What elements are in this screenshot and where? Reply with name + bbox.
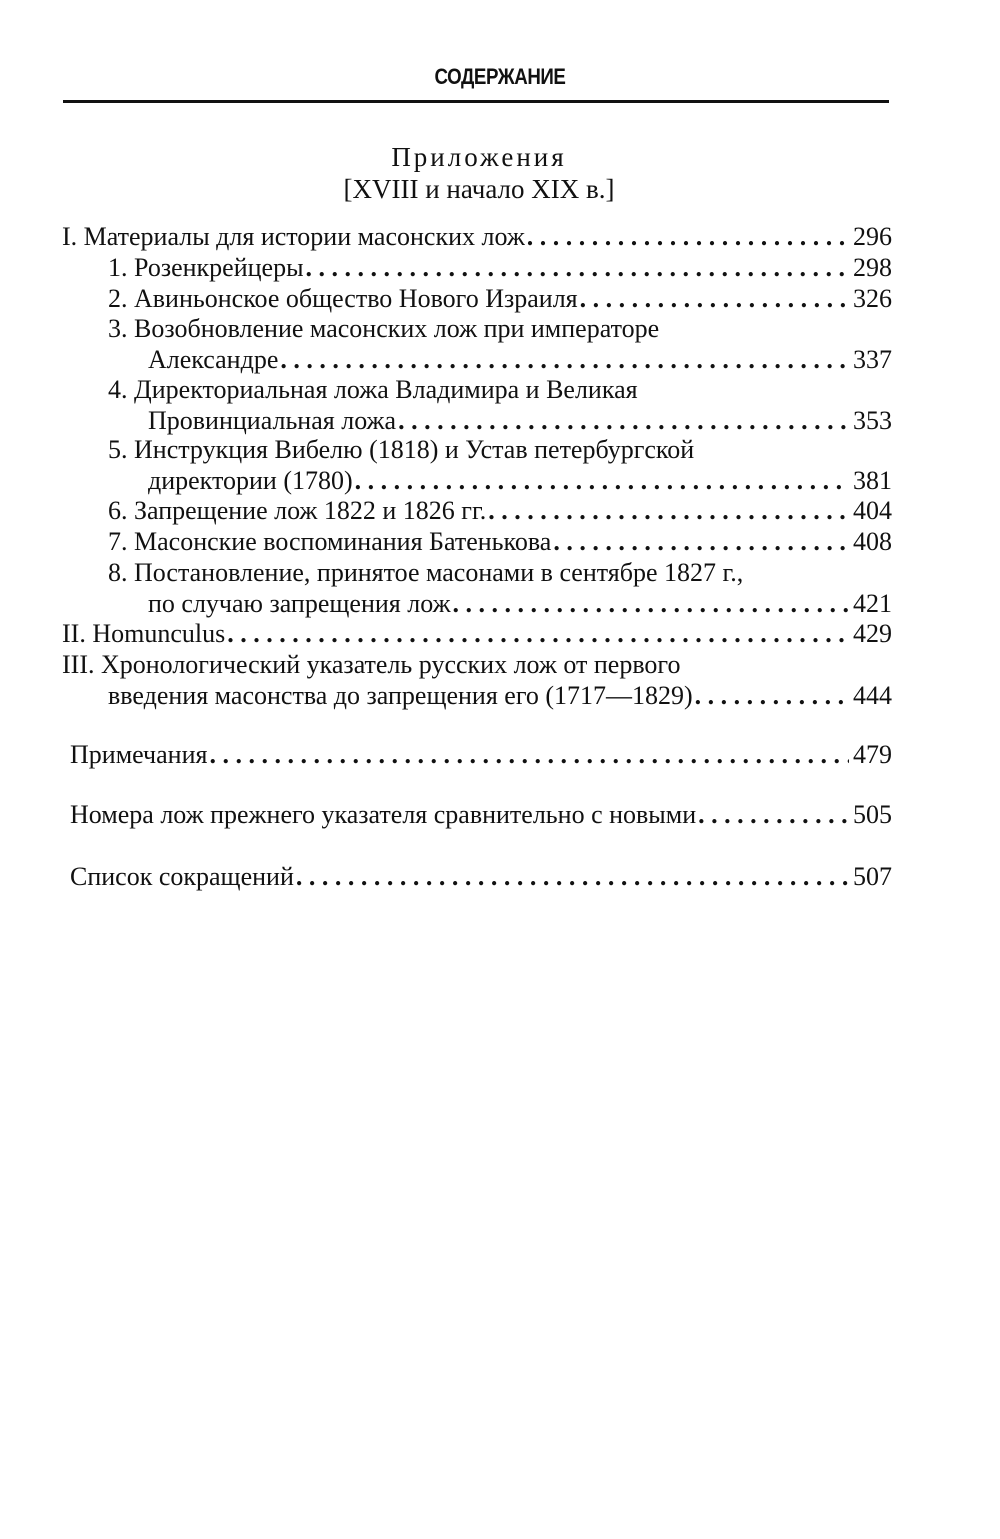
toc-entry-row: [148, 589, 892, 619]
toc-entry-row: [70, 862, 892, 892]
section-subtitle: [XVIII и начало XIX в.]: [343, 174, 615, 204]
toc-entry-label: Номера лож прежнего указателя сравнительно с новыми: [70, 800, 697, 829]
toc-entry-row: [148, 406, 892, 436]
dot-leader: [296, 862, 849, 892]
toc-entry-label: Примечания: [70, 740, 208, 769]
toc-entry-label: 1. Розенкрейцеры: [108, 253, 304, 282]
toc-entry-label: III. Хронологический указатель русских лож от первого: [62, 650, 681, 679]
toc-entry-page: 408: [853, 527, 892, 556]
toc-entry-page: 421: [853, 589, 892, 618]
toc-entry-page: 337: [853, 345, 892, 374]
section-title: Приложения: [391, 142, 567, 172]
toc-entry-page: 404: [853, 496, 892, 525]
toc-entry-page: 381: [853, 466, 892, 495]
toc-entry-row: [70, 800, 892, 830]
toc-entry-row: [62, 222, 892, 252]
dot-leader: [306, 253, 849, 283]
page-header-title: СОДЕРЖАНИЕ: [434, 64, 566, 89]
toc-entry-label: 4. Директориальная ложа Владимира и Великая: [108, 375, 638, 404]
dot-leader: [488, 496, 849, 526]
dot-leader: [355, 466, 849, 496]
toc-entry-label-continued: введения масонства до запрещения его (1717—1829): [108, 681, 693, 710]
toc-entry-page: 429: [853, 619, 892, 648]
toc-entry-page: 353: [853, 406, 892, 435]
toc-entry-page: 507: [853, 862, 892, 891]
toc-entry-row: [148, 466, 892, 496]
toc-entry-label: 8. Постановление, принятое масонами в сентябре 1827 г.,: [108, 558, 744, 587]
toc-entry-label: 2. Авиньонское общество Нового Израиля: [108, 284, 578, 313]
toc-entry-label: Список сокращений: [70, 862, 294, 891]
toc-entry-page: 505: [853, 800, 892, 829]
toc-entry-page: 479: [853, 740, 892, 769]
toc-entry-row: [108, 284, 892, 314]
toc-entry-page: 326: [853, 284, 892, 313]
toc-entry-label-continued: Провинциальная ложа: [148, 406, 397, 435]
toc-entry-row: [108, 253, 892, 283]
toc-entry-label: 3. Возобновление масонских лож при императоре: [108, 314, 660, 343]
dot-leader: [553, 527, 849, 557]
toc-entry-row: [108, 496, 892, 526]
toc-entry-page: 298: [853, 253, 892, 282]
dot-leader: [398, 406, 849, 436]
dot-leader: [580, 284, 849, 314]
toc-entry-page: 444: [853, 681, 892, 710]
toc-entry-label-continued: директории (1780): [148, 466, 353, 495]
dot-leader: [453, 589, 849, 619]
toc-entry-row: [148, 345, 892, 375]
toc-entry-label-continued: по случаю запрещения лож: [148, 589, 451, 618]
toc-entry-row: [108, 527, 892, 557]
toc-entry-row: [108, 681, 892, 711]
toc-entry-row: [62, 619, 892, 649]
dot-leader: [209, 740, 849, 770]
toc-entry-row: [70, 740, 892, 770]
dot-leader: [695, 681, 849, 711]
toc-entry-label: II. Homunculus: [62, 619, 226, 648]
header-rule: [63, 100, 889, 103]
dot-leader: [698, 800, 849, 830]
toc-entry-label-continued: Александре: [148, 345, 279, 374]
toc-entry-page: 296: [853, 222, 892, 251]
dot-leader: [527, 222, 849, 252]
toc-entry-label: 6. Запрещение лож 1822 и 1826 гг.: [108, 496, 487, 525]
dot-leader: [280, 345, 849, 375]
toc-entry-label: I. Материалы для истории масонских лож: [62, 222, 525, 251]
toc-entry-label: 5. Инструкция Вибелю (1818) и Устав петербургской: [108, 435, 695, 464]
dot-leader: [227, 619, 849, 649]
toc-entry-label: 7. Масонские воспоминания Батенькова: [108, 527, 552, 556]
